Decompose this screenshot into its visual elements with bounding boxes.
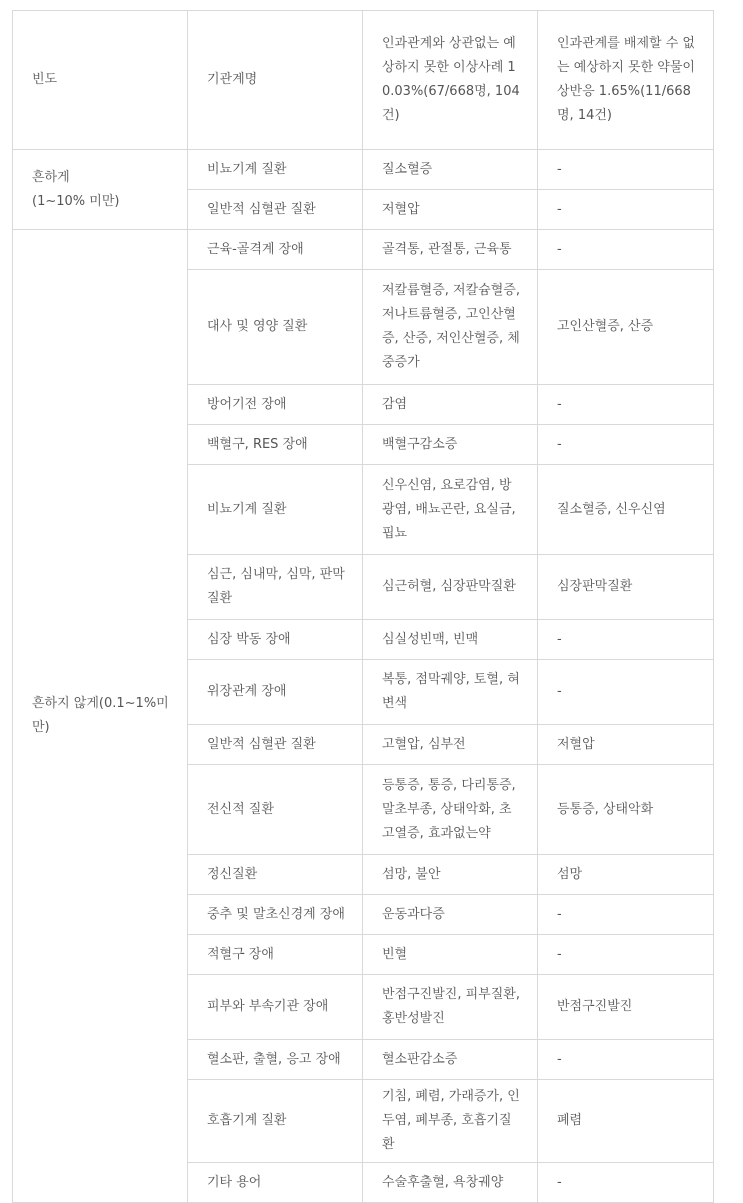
ae-unrelated-cell: 혈소판감소증: [363, 1040, 538, 1080]
adr-possible-cell: 등통증, 상태악화: [538, 765, 714, 855]
ae-unrelated-cell: 복통, 점막궤양, 토혈, 혀변색: [363, 660, 538, 725]
organ-class-cell: 호흡기계 질환: [188, 1080, 363, 1163]
organ-class-cell: 일반적 심혈관 질환: [188, 725, 363, 765]
ae-unrelated-cell: 수술후출혈, 욕창궤양: [363, 1163, 538, 1203]
ae-unrelated-cell: 빈혈: [363, 935, 538, 975]
organ-class-cell: 위장관계 장애: [188, 660, 363, 725]
ae-unrelated-cell: 저혈압: [363, 190, 538, 230]
organ-class-cell: 비뇨기계 질환: [188, 150, 363, 190]
ae-unrelated-cell: 섬망, 불안: [363, 855, 538, 895]
organ-class-cell: 대사 및 영양 질환: [188, 270, 363, 385]
frequency-cell: 흔하지 않게(0.1~1%미만): [13, 230, 188, 1203]
organ-class-cell: 전신적 질환: [188, 765, 363, 855]
adr-possible-cell: -: [538, 895, 714, 935]
organ-class-cell: 중추 및 말초신경계 장애: [188, 895, 363, 935]
ae-unrelated-cell: 고혈압, 심부전: [363, 725, 538, 765]
adr-possible-cell: -: [538, 1163, 714, 1203]
adr-possible-cell: -: [538, 935, 714, 975]
ae-unrelated-cell: 저칼륨혈증, 저칼슘혈증, 저나트륨혈증, 고인산혈증, 산증, 저인산혈증, 체중증가: [363, 270, 538, 385]
organ-class-cell: 방어기전 장애: [188, 385, 363, 425]
ae-unrelated-cell: 신우신염, 요로감염, 방광염, 배뇨곤란, 요실금, 핍뇨: [363, 465, 538, 555]
organ-class-cell: 정신질환: [188, 855, 363, 895]
table-header: [13, 11, 714, 150]
header-frequency: 빈도: [13, 11, 188, 150]
adr-possible-cell: -: [538, 150, 714, 190]
organ-class-cell: 심장 박동 장애: [188, 620, 363, 660]
header-organ-class: 기관계명: [188, 11, 363, 150]
adr-possible-cell: -: [538, 425, 714, 465]
adr-possible-cell: 섬망: [538, 855, 714, 895]
organ-class-cell: 적혈구 장애: [188, 935, 363, 975]
ae-unrelated-cell: 등통증, 통증, 다리통증, 말초부종, 상태악화, 초고열증, 효과없는약: [363, 765, 538, 855]
ae-unrelated-cell: 기침, 폐렴, 가래증가, 인두염, 폐부종, 호흡기질환: [363, 1080, 538, 1163]
organ-class-cell: 기타 용어: [188, 1163, 363, 1203]
table-row: [13, 230, 714, 270]
table-body: [13, 150, 714, 1203]
adr-possible-cell: -: [538, 1040, 714, 1080]
header-row: [13, 11, 714, 150]
header-adr-possible: 인과관계를 배제할 수 없는 예상하지 못한 약물이상반응 1.65%(11/668명, 14건): [538, 11, 714, 150]
adr-possible-cell: 반점구진발진: [538, 975, 714, 1040]
adr-possible-cell: -: [538, 230, 714, 270]
adr-possible-cell: -: [538, 385, 714, 425]
adr-possible-cell: -: [538, 620, 714, 660]
adr-possible-cell: -: [538, 190, 714, 230]
organ-class-cell: 심근, 심내막, 심막, 판막 질환: [188, 555, 363, 620]
organ-class-cell: 백혈구, RES 장애: [188, 425, 363, 465]
organ-class-cell: 혈소판, 출혈, 응고 장애: [188, 1040, 363, 1080]
ae-unrelated-cell: 골격통, 관절통, 근육통: [363, 230, 538, 270]
organ-class-cell: 피부와 부속기관 장애: [188, 975, 363, 1040]
ae-unrelated-cell: 심실성빈맥, 빈맥: [363, 620, 538, 660]
adr-possible-cell: -: [538, 660, 714, 725]
ae-unrelated-cell: 감염: [363, 385, 538, 425]
ae-unrelated-cell: 반점구진발진, 피부질환, 홍반성발진: [363, 975, 538, 1040]
ae-unrelated-cell: 심근허혈, 심장판막질환: [363, 555, 538, 620]
ae-unrelated-cell: 백혈구감소증: [363, 425, 538, 465]
adr-possible-cell: 폐렴: [538, 1080, 714, 1163]
adr-possible-cell: 질소혈증, 신우신염: [538, 465, 714, 555]
adverse-events-table: [12, 10, 714, 1203]
adr-possible-cell: 저혈압: [538, 725, 714, 765]
organ-class-cell: 비뇨기계 질환: [188, 465, 363, 555]
adverse-events-table-container: [12, 10, 713, 1203]
adr-possible-cell: 고인산혈증, 산증: [538, 270, 714, 385]
ae-unrelated-cell: 운동과다증: [363, 895, 538, 935]
adr-possible-cell: 심장판막질환: [538, 555, 714, 620]
ae-unrelated-cell: 질소혈증: [363, 150, 538, 190]
organ-class-cell: 일반적 심혈관 질환: [188, 190, 363, 230]
table-row: [13, 150, 714, 190]
header-ae-unrelated: 인과관계와 상관없는 예상하지 못한 이상사례 10.03%(67/668명, 104건): [363, 11, 538, 150]
frequency-cell: 흔하게 (1~10% 미만): [13, 150, 188, 230]
organ-class-cell: 근육-골격계 장애: [188, 230, 363, 270]
